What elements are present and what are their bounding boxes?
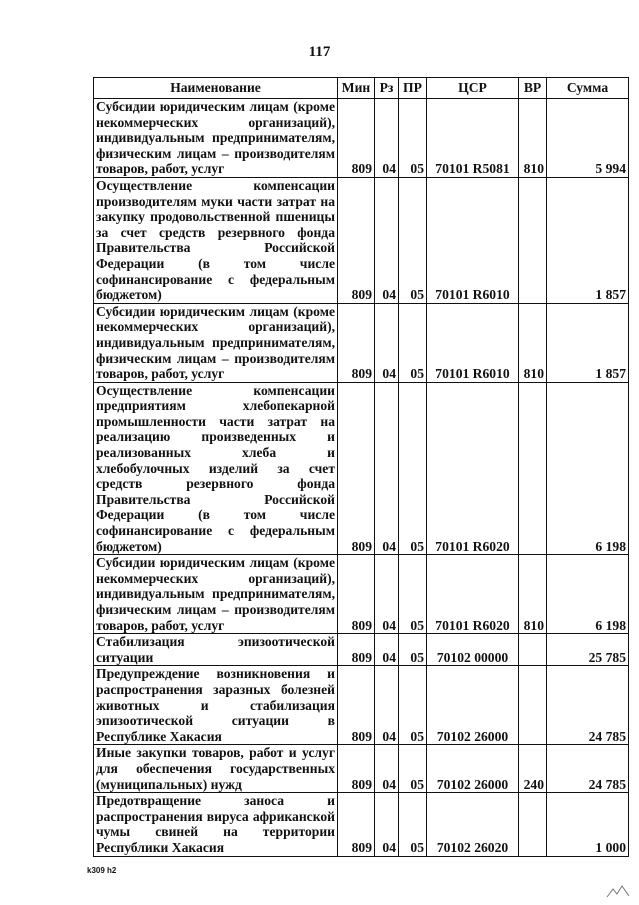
cell-csr: 70101 R5081 [427, 99, 519, 178]
cell-min: 809 [338, 555, 375, 634]
cell-sum: 6 198 [547, 382, 629, 555]
cell-min: 809 [338, 666, 375, 745]
cell-vr [519, 634, 547, 666]
table-row [94, 382, 629, 555]
cell-min: 809 [338, 634, 375, 666]
scan-artifact-mark [605, 883, 631, 899]
cell-min: 809 [338, 382, 375, 555]
footer-code: k309 h2 [87, 866, 117, 875]
cell-rz: 04 [375, 555, 399, 634]
header-rz: Рз [375, 78, 399, 99]
cell-name: Предупреждение возникновения и распространения заразных болезней животных и стабилизация эпизоотической ситуации в Республике Хакасия [94, 666, 338, 745]
cell-vr [519, 177, 547, 303]
cell-pr: 05 [399, 99, 427, 178]
table-row [94, 177, 629, 303]
cell-sum: 24 785 [547, 666, 629, 745]
cell-vr [519, 793, 547, 856]
cell-rz: 04 [375, 303, 399, 382]
table-row [94, 555, 629, 634]
table-row [94, 666, 629, 745]
cell-name: Иные закупки товаров, работ и услуг для обеспечения государственных (муниципальных) нужд [94, 745, 338, 793]
cell-csr: 70102 26020 [427, 793, 519, 856]
table-row [94, 793, 629, 856]
table-header-row [94, 78, 629, 99]
cell-name: Субсидии юридическим лицам (кроме некоммерческих организаций), индивидуальным предпринимателям, физическим лицам – производителям товаров, работ, услуг [94, 555, 338, 634]
cell-rz: 04 [375, 634, 399, 666]
cell-pr: 05 [399, 382, 427, 555]
cell-name: Субсидии юридическим лицам (кроме некоммерческих организаций), индивидуальным предпринимателям, физическим лицам – производителям товаров, работ, услуг [94, 99, 338, 178]
table-row [94, 303, 629, 382]
table-row [94, 634, 629, 666]
cell-vr: 810 [519, 555, 547, 634]
cell-vr: 240 [519, 745, 547, 793]
cell-csr: 70102 26000 [427, 745, 519, 793]
cell-csr: 70101 R6010 [427, 177, 519, 303]
cell-min: 809 [338, 99, 375, 178]
cell-sum: 1 857 [547, 177, 629, 303]
cell-min: 809 [338, 303, 375, 382]
table-row [94, 99, 629, 178]
header-vr: ВР [519, 78, 547, 99]
cell-sum: 6 198 [547, 555, 629, 634]
budget-table [93, 77, 629, 857]
page-number: 117 [308, 44, 331, 60]
cell-pr: 05 [399, 666, 427, 745]
header-pr: ПР [399, 78, 427, 99]
cell-sum: 24 785 [547, 745, 629, 793]
cell-rz: 04 [375, 382, 399, 555]
cell-vr [519, 666, 547, 745]
cell-csr: 70102 26000 [427, 666, 519, 745]
cell-vr: 810 [519, 99, 547, 178]
cell-rz: 04 [375, 99, 399, 178]
header-csr: ЦСР [427, 78, 519, 99]
cell-rz: 04 [375, 793, 399, 856]
cell-name: Субсидии юридическим лицам (кроме некоммерческих организаций), индивидуальным предпринимателям, физическим лицам – производителям товаров, работ, услуг [94, 303, 338, 382]
cell-pr: 05 [399, 634, 427, 666]
header-name: Наименование [94, 78, 338, 99]
cell-vr: 810 [519, 303, 547, 382]
cell-sum: 1 000 [547, 793, 629, 856]
cell-rz: 04 [375, 666, 399, 745]
cell-csr: 70101 R6020 [427, 382, 519, 555]
cell-name: Предотвращение заноса и распространения вируса африканской чумы свиней на территории Республики Хакасия [94, 793, 338, 856]
header-sum: Сумма [547, 78, 629, 99]
cell-csr: 70102 00000 [427, 634, 519, 666]
cell-name: Стабилизация эпизоотической ситуации [94, 634, 338, 666]
cell-rz: 04 [375, 745, 399, 793]
cell-sum: 1 857 [547, 303, 629, 382]
cell-pr: 05 [399, 303, 427, 382]
cell-pr: 05 [399, 745, 427, 793]
cell-name: Осуществление компенсации производителям муки части затрат на закупку продовольственной пшеницы за счет средств резервного фонда Правительства Российской Федерации (в том числе софинансирование с федеральным бюджетом) [94, 177, 338, 303]
cell-rz: 04 [375, 177, 399, 303]
cell-pr: 05 [399, 793, 427, 856]
table-row [94, 745, 629, 793]
cell-name: Осуществление компенсации предприятиям хлебопекарной промышленности части затрат на реализацию произведенных и реализованных хлеба и хлебобулочных изделий за счет средств резервного фонда Правительства Российской Федерации (в том числе софинансирование с федеральным бюджетом) [94, 382, 338, 555]
cell-sum: 5 994 [547, 99, 629, 178]
cell-pr: 05 [399, 177, 427, 303]
cell-csr: 70101 R6020 [427, 555, 519, 634]
cell-min: 809 [338, 177, 375, 303]
cell-pr: 05 [399, 555, 427, 634]
cell-vr [519, 382, 547, 555]
header-min: Мин [338, 78, 375, 99]
cell-min: 809 [338, 793, 375, 856]
cell-min: 809 [338, 745, 375, 793]
cell-csr: 70101 R6010 [427, 303, 519, 382]
cell-sum: 25 785 [547, 634, 629, 666]
